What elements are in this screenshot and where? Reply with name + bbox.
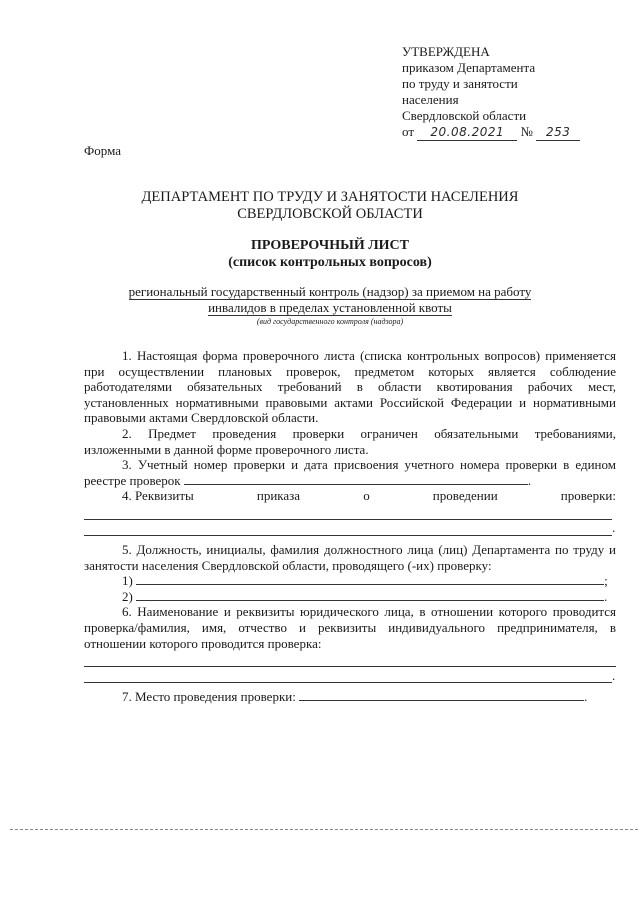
paragraph-4 — [84, 488, 616, 504]
list-number: 1) — [122, 573, 133, 589]
paragraph-2: 2. Предмет проведения проверки ограничен обязательными требованиями, изложенными в данной форме проверочного листа. — [84, 425, 616, 457]
from-label: от — [402, 124, 415, 139]
paragraph-6: 6. Наименование и реквизиты юридического лица, в отношении которого проводится проверка/фамилия, имя, отчество и реквизиты индивидуального предпринимателя, в отношении которого проводится проверка: — [84, 604, 616, 651]
number-field — [536, 124, 580, 141]
entity-details-field[interactable] — [84, 667, 612, 683]
approval-block — [402, 44, 580, 141]
control-type-line: инвалидов в пределах установленной квоты — [208, 300, 452, 315]
handwritten-date: 20.08.2021 — [430, 125, 505, 139]
control-type-note: (вид государственного контроля (надзора) — [256, 317, 404, 326]
p4-word: о — [363, 488, 370, 504]
department-heading — [60, 189, 600, 223]
p4-word: приказа — [256, 488, 301, 504]
approval-line: населения — [402, 92, 459, 107]
control-type-line: региональный государственный контроль (надзор) за приемом на работу — [128, 284, 532, 299]
paragraph-3: 3. Учетный номер проверки и дата присвоения учетного номера проверки в едином реестре проверок . — [84, 457, 616, 488]
list-number: 2) — [122, 588, 133, 604]
entity-details-field[interactable] — [84, 651, 616, 667]
document-title — [60, 237, 600, 271]
inspector-row-2: 2) . — [122, 588, 608, 604]
paragraph-7-text: 7. Место проведения проверки: — [122, 689, 296, 705]
order-details-row: . — [84, 520, 616, 536]
approval-line: Свердловской области — [402, 108, 527, 123]
approval-line: приказом Департамента — [402, 60, 536, 75]
order-details-field[interactable] — [84, 520, 612, 536]
paragraph-5: 5. Должность, инициалы, фамилия должностного лица (лиц) Департамента по труду и занятости населения Свердловской области, проводящего (-их) проверку: — [84, 541, 616, 573]
title-line: ПРОВЕРОЧНЫЙ ЛИСТ — [250, 238, 409, 253]
p4-word: проверки: — [560, 488, 616, 504]
inspector-row-1: 1) ; — [122, 573, 608, 589]
paragraph-3-text: 3. Учетный номер проверки и дата присвоения учетного номера проверки в едином реестре проверок — [84, 457, 616, 488]
paragraph-1: 1. Настоящая форма проверочного листа (списка контрольных вопросов) применяется при осуществлении плановых проверок, предметом которых является соблюдение работодателями обязательных требований в области квотирования рабочих мест, установленных нормативными правовыми актами Российской Федерации и нормативными правовыми актами Свердловской области. — [84, 348, 616, 426]
approval-title: УТВЕРЖДЕНА — [402, 44, 490, 59]
title-subline: (список контрольных вопросов) — [228, 255, 432, 270]
document-body — [84, 348, 616, 705]
inspector-field-1[interactable] — [136, 573, 604, 585]
p4-word: проведении — [432, 488, 498, 504]
p4-word: 4. Реквизиты — [122, 488, 194, 504]
department-line: ДЕПАРТАМЕНТ ПО ТРУДУ И ЗАНЯТОСТИ НАСЕЛЕНИЯ — [141, 189, 519, 205]
department-line: СВЕРДЛОВСКОЙ ОБЛАСТИ — [237, 206, 423, 222]
approval-date-number — [402, 124, 580, 141]
entity-details-row: . — [84, 667, 616, 683]
number-label: № — [520, 124, 533, 139]
paragraph-7: 7. Место проведения проверки: . — [122, 689, 588, 705]
registry-number-field[interactable] — [184, 473, 528, 485]
order-details-field[interactable] — [84, 504, 612, 520]
form-label: Форма — [84, 143, 121, 158]
inspector-field-2[interactable] — [136, 589, 604, 601]
scan-artifact-line — [10, 829, 638, 830]
date-field — [417, 124, 517, 141]
control-type — [60, 284, 600, 316]
handwritten-number: 253 — [545, 125, 571, 139]
approval-line: по труду и занятости — [402, 76, 518, 91]
inspection-place-field[interactable] — [299, 689, 584, 701]
